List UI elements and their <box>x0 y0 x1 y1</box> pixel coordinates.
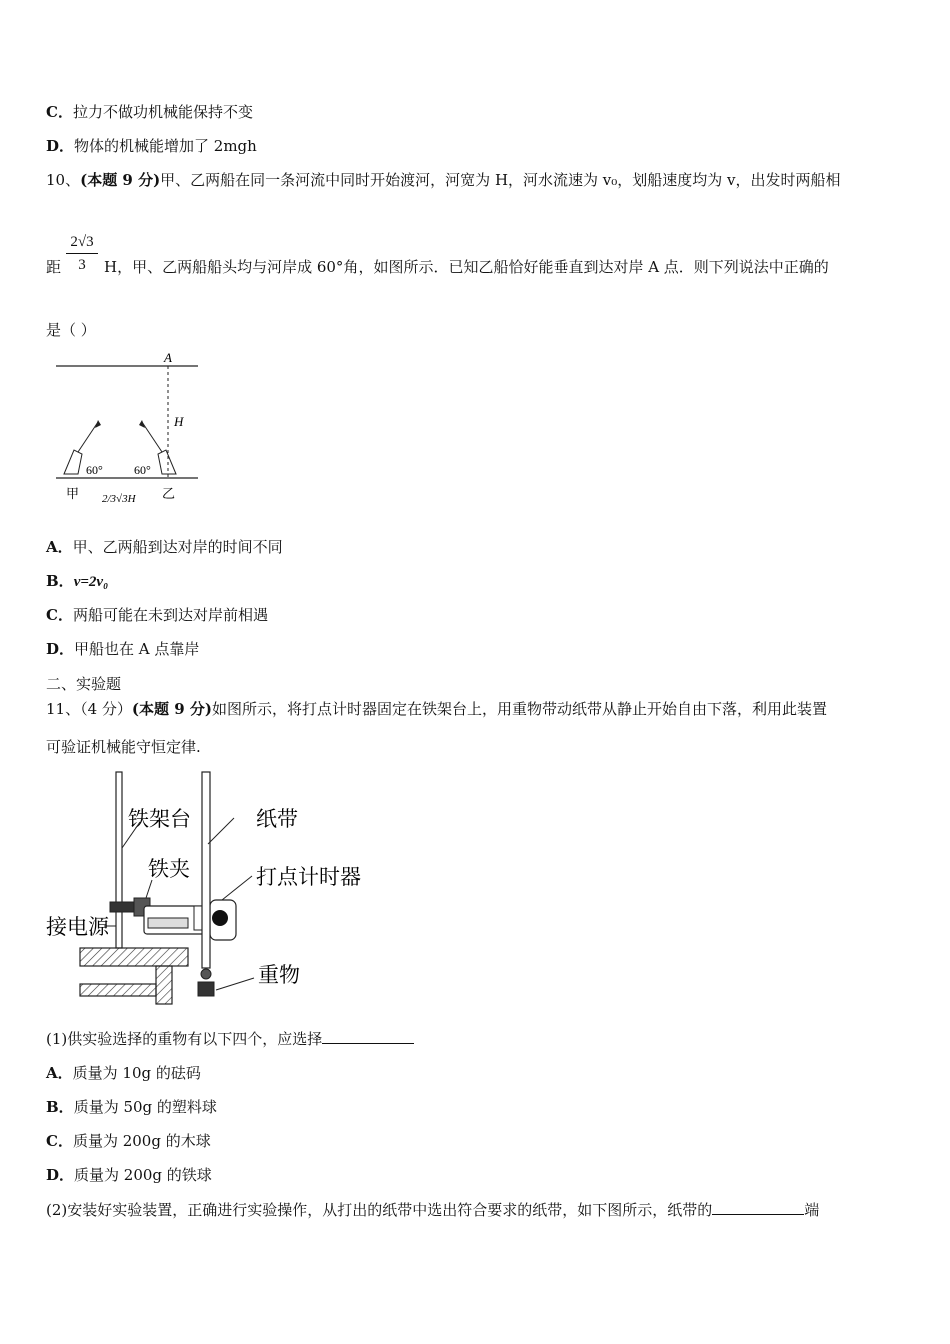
label-point-a: A <box>164 350 172 365</box>
option-letter: C． <box>46 103 73 121</box>
label-tape: 纸带 <box>256 807 298 831</box>
option-letter: D． <box>46 137 75 155</box>
option-text: 甲、乙两船到达对岸的时间不同 <box>72 538 283 556</box>
fraction-2sqrt3-over-3 <box>62 233 102 274</box>
tape <box>202 772 210 968</box>
label-weight: 重物 <box>258 963 300 987</box>
q11-stem-line1 <box>46 699 827 719</box>
q10-stem-line1 <box>46 170 841 190</box>
angle-left-label: 60° <box>86 463 103 477</box>
option-text: 质量为 50g 的塑料球 <box>73 1098 217 1116</box>
clamp <box>110 902 136 912</box>
stem-text: 如图所示，将打点计时器固定在铁架台上，用重物带动纸带从静止开始自由下落，利用此装置 <box>211 700 827 718</box>
fraction-numerator: 2√3 <box>70 234 94 250</box>
sub-question-text: (1)供实验选择的重物有以下四个，应选择 <box>46 1030 323 1048</box>
q10-option-a <box>46 537 283 557</box>
label-timer: 打点计时器 <box>256 865 361 889</box>
q10-option-d <box>46 639 199 659</box>
label-stand: 铁架台 <box>128 807 191 831</box>
question-number: 11、（4 分） <box>46 700 132 718</box>
stem-text: 是（ ） <box>46 321 96 339</box>
option-letter: A． <box>46 538 73 556</box>
answer-blank[interactable] <box>322 1029 414 1044</box>
stem-text: 距 <box>46 258 62 276</box>
stand-pole <box>116 772 122 948</box>
stand-base <box>80 948 188 966</box>
option-text: 物体的机械能增加了 2mgh <box>74 137 257 155</box>
option-letter: B． <box>46 572 74 590</box>
option-text: 质量为 200g 的铁球 <box>74 1166 212 1184</box>
q11-sub2 <box>46 1200 819 1220</box>
q10-stem-prefix <box>46 257 61 277</box>
q11-sub1-option-c <box>46 1131 211 1151</box>
q11-stem-line2 <box>46 737 201 757</box>
question-source: (本题 9 分) <box>131 700 212 718</box>
option-letter: B． <box>46 1098 74 1116</box>
q11-sub1-option-b <box>46 1097 217 1117</box>
option-letter: A． <box>46 1064 73 1082</box>
q10-stem-line3 <box>46 320 96 340</box>
label-clamp: 铁夹 <box>148 857 190 881</box>
label-boat-jia: 甲 <box>66 486 80 501</box>
answer-blank[interactable] <box>712 1200 804 1215</box>
question-number: 10、 <box>46 171 81 189</box>
option-text: 甲船也在 A 点靠岸 <box>74 640 200 658</box>
weight-icon <box>198 982 214 996</box>
option-text: v=2v₀ <box>73 574 109 590</box>
sub-question-text: (2)安装好实验装置，正确进行实验操作，从打出的纸带中选出符合要求的纸带，如下图所示，纸带的 <box>46 1201 713 1219</box>
label-power: 接电源 <box>46 915 109 939</box>
option-text: 质量为 10g 的砝码 <box>72 1064 201 1082</box>
stem-text: 甲、乙两船在同一条河流中同时开始渡河，河宽为 H，河水流速为 v₀，划船速度均为 v，出发时两船相 <box>160 171 841 189</box>
option-letter: D． <box>46 640 75 658</box>
option-text: 质量为 200g 的木球 <box>72 1132 211 1150</box>
option-letter: C． <box>46 1132 73 1150</box>
label-boat-yi: 乙 <box>162 486 176 501</box>
question-source: (本题 9 分) <box>80 171 161 189</box>
fraction-denominator: 3 <box>78 257 86 273</box>
section-title: 二、实验题 <box>46 675 122 693</box>
option-letter: C． <box>46 606 73 624</box>
angle-right-label: 60° <box>134 463 151 477</box>
option-letter: D． <box>46 1166 75 1184</box>
q9-option-c <box>46 102 253 122</box>
q11-sub1 <box>46 1029 414 1049</box>
option-text: 拉力不做功机械能保持不变 <box>72 103 253 121</box>
q11-sub1-option-d <box>46 1165 212 1185</box>
q10-option-b <box>46 571 108 592</box>
q9-option-d <box>46 136 257 156</box>
q11-sub1-option-a <box>46 1063 201 1083</box>
apparatus-figure <box>44 768 384 1013</box>
stem-text: 可验证机械能守恒定律. <box>46 738 201 756</box>
label-h: H <box>174 414 184 429</box>
q10-stem-line2 <box>104 257 829 277</box>
label-distance: 2/3√3H <box>102 493 136 505</box>
stem-text: H，甲、乙两船船头均与河岸成 60°角，如图所示．已知乙船恰好能垂直到达对岸 A 点．则下列说法中正确的 <box>104 258 829 276</box>
option-text: 两船可能在未到达对岸前相遇 <box>72 606 268 624</box>
q10-option-c <box>46 605 268 625</box>
sub-question-end: 端 <box>804 1201 820 1219</box>
fraction-bar <box>66 253 98 254</box>
river-crossing-figure <box>50 346 210 516</box>
